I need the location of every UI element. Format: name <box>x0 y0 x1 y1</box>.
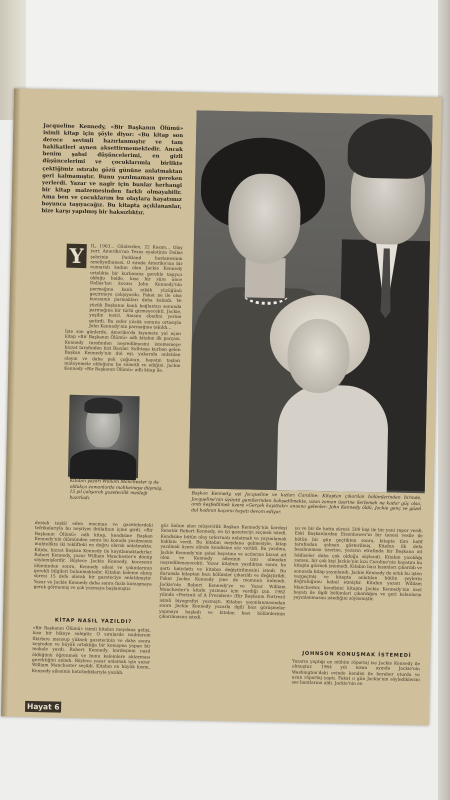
magazine-page <box>1 89 442 726</box>
heading-kitap: KİTAP NASIL YAZILDI? <box>54 617 133 626</box>
article-right-column: ısı ve bir de hatta süresi: 500 kişi ile bir yeni rapor verdi. Eski Başkanlardan Eisenhower'ın bir tanesi vesile ile bütün bir gün geçtikten sonra, kitapta tüm hafif tarafından şahsen gösterilmiş. Kitabın ilk defa basılmaması üzerine, yazarın etrafında bir Başkana ait hâdiseler daha çok olduğu söylendi. Kitabın yazıldığı zaman, bir çok kişi Jackie'nin kızı Caroline'nin hayatını bu kitapta görmek istemedi. Kitabın bazı kısımları çıkarıldı ve sonunda kitap yayınlandı. Jackie Kennedy de artık bu işten vazgeçmiş ve kitapta anlatılan bütün şeylerin doğruluğunu kabul etmiştir. Kitabın yazarı William Manchester, kendisini kitapta Jackie Kennedy'nin özel hayatı ile ilgili bölümleri çıkardığını ve geri kalanların yayınlanmasını istediğini söylemiştir. <box>293 526 423 603</box>
intro-paragraph: Jacqueline Kennedy, «Bir Başkanın Ölümü» isimli kitap için şöyle diyor: «Bu kitap son derece sevimli hazırlanmıştır ve tam hakikatleri aynen aksettirmemektedir. Ancak benim şahsi düşüncelerimi, en gizli düşüncelerimi ve çocuklarımla birlikte çektiğimiz ıstırabı gözü gününe anlatmaktan geri kalmamıştır. Bunu yazılmaması gereken yerlerdi. Yazar ve nagir için bunlar herhangi bir kitap malzemesinden farklı olmayabilir. Ama ben ve çocuklarım bu olaylara hayatımız boyunca taşıyacağız. Bu kitapta açıklananlar, bize karşı yapılmış bir haksızlıktır. <box>41 123 184 217</box>
article-left-column-2: «Bir Başkanın Ölümü» isimli kitabın meydana gelişi, kısa bir hikaye sahiptir. O sıralarda muhterem fikirlere mensup yüksek gazetecinin ve daha sonra neşreden ve büyük ortaklığa bir konuşma yapan bir makale yazdı. Robert Kennedy, kardeşinin nasıl öldüğünü öğrenmek ve bunu kalemlere aktarması gerektiğini anladı. Böylece yazar anlamak için yazar William Manchester seçildi. Kitabın en büyük kısmı, Kennedy ailesinin hatırladıklarıyla yazıldı. <box>31 626 151 676</box>
author-portrait <box>68 395 140 478</box>
photo-caption: Başkan Kennedy, eşi Jacqueline ve kızları Caroline: Kitaptan çıkarılan bölümlerinden birinde, Jacqueline'nin üzüntü gemilerinden bahsedilmekte, uzun zaman üzerine ilerlemek ne kadar güç olsa, anıtı keşfedilmek üzere «Gerçek kayıttaki» anısına gelenler: John Kennedy öldü, Jackie genç ve güzel dul kadının kaçarsı hayatı devam ediyor. <box>191 491 422 515</box>
drop-cap: Y <box>66 244 86 268</box>
author-caption: Kitabın yazarı William Manchester iş de oldukça zamanlarda mahkemeye düşmüş, 15 yıl çalışarak gazetecilik mesleği hazırladı. <box>69 478 163 501</box>
article-left-column: destek teşkil eden mecmua ve gazetelerdeki tefrikalarıyla bu neşriyat ihtilafının içine girdi. «Bir Başkanın Ölümü» adlı kitap, kendisine Başkan Kennedy'nin ölümünden sonra bu konuda yazılmasını muhtelikte iki teklifteki en doğru olarak anlatmakta. Kitabı, bizzat Başkan Kennedy ile kayıtlamaktadırlar. Robert Kennedy, yazar William Manchester'e dönüp söylemişlerdir. Böylece Jackie Kennedy, kocasının ölümünden sonra, Kennedy ailesi ve yakınlarının gerekli bilgileri bulunmaktadır. Kitabın kaleme alınış süresi 15 defa olarak bir gazeteciye anlatılmıştır. Yazar ve Jackie Kennedy daha sonra fazla konuşmaya gerek görmemiş ve çok yazmaya başlamıştır. <box>33 521 153 593</box>
article-right-column-2: Yazarın yaptığı en mühim röportaj ise Jackie Kennedy ile olmuştur. 1964 yılı nisan ayında Jackie'nin Washington'daki evinde kendisi ile beraber oturdu ve uzun röportaj yaptı. Fakat o gün Jackie'nin söylediklerini ses bantlarına aldı. Jackie'nin en <box>291 659 421 688</box>
kennedy-family-photo <box>189 110 433 493</box>
page-edge-shadow <box>1 89 21 717</box>
article-middle-text: İşte son günlerde, Amerika'da kıyamete yol açan kitap «Bir Başkanın Ölümü» adlı kitabın ilk parçası. Kennedy tarafından neşredilmesini istememeye bizzat tarafından bizi Bazılar. Sulhtaşa kurban gelen Başkan Kennedy'nin dul eşi, yukarıda anlatılan olayın ve daha pek çoğunun, hayatın taşları müteyemele olduğunu bu sömetli ve ediğini. Jackie Kennedy «Bir Başkanın Ölümü» adlı kitap ile. <box>64 329 181 375</box>
background-top <box>0 0 450 95</box>
page-number: Hayat 6 <box>25 701 62 713</box>
article-middle-column: göz önüne alan müşavirlik Başkan Kennedy'nin kardeşi Senatör Robert Kennedy, en iyi gazeteciyi seçmek istedi. Kendisine bütün olay teferruatı anlatmak ve yayımlamak hakkını verdi. Bu kitabın meydana gelmesiyle, kitap yazılmak üzere elinde kendisine söz verildi. Bu yazılma, Jackie Kennedy'nin şahsi hayatına ve acılarına bizzat ait olan ve Kennedy ailesinin izni olmadan neşredilemeyecekti. Yazar kitabını yazdıktan sonra bu şartı hatırlattı ve kitabın değiştirilmesini istedi. Bu durumda kitaptan bazı bölümler çıkarıldı ve değiştirildi. Fakat Jackie Kennedy yine de memnun kalmadı. Jackie'nin Robert Kennedy'ye ve Yazar William Manchester'e kitabı yazması için verdiği izin. 1962 yılında «Portrait of A President» (Bir Başkanın Portresi) isimli biyografiyi yazmıştı. Kitabın yayınlanmasından sonra Jackie Kennedy yazarla ilgili bazı görüşmeler yapmaya başladı ve kitabın bazı bölümlerinin çıkarılmasını istedi. <box>158 523 287 621</box>
opening-paragraph: IL, 1963... Günlerden, 22 Kasım... Olay yeri: Amerika'nın Texas eyaletinin Dallas şehrinin Parkland hastanesinin ameliyathanesi. O sırada Amerika'nın bir numaralı kadını olan Jackie Kennedy ortalıkta bir kurbanına gerekle taşıyıcı olduğu halde, kısa bir süre önce Dallas'tan kocası John Kennedy'nin parmağına kanlı nikâh yüzüğünü geçirmeye çalışıyordu. Fakat ne ile olsa kocasının parmakları daha kalındı. Ve yüzük Başkanın kanlı bağlantısı sonunda parmağına bir türlü girmeyecekti. Jackie, yeşilin tesiri. Anısını ebedini yerine getirdi. Bu sefer yüzük sonuna ortasıyla John Kennedy'nin parmağına takıldı... <box>89 244 183 332</box>
heading-johnson: JOHNSON KONUŞMAK İSTEMEDİ <box>302 650 412 659</box>
